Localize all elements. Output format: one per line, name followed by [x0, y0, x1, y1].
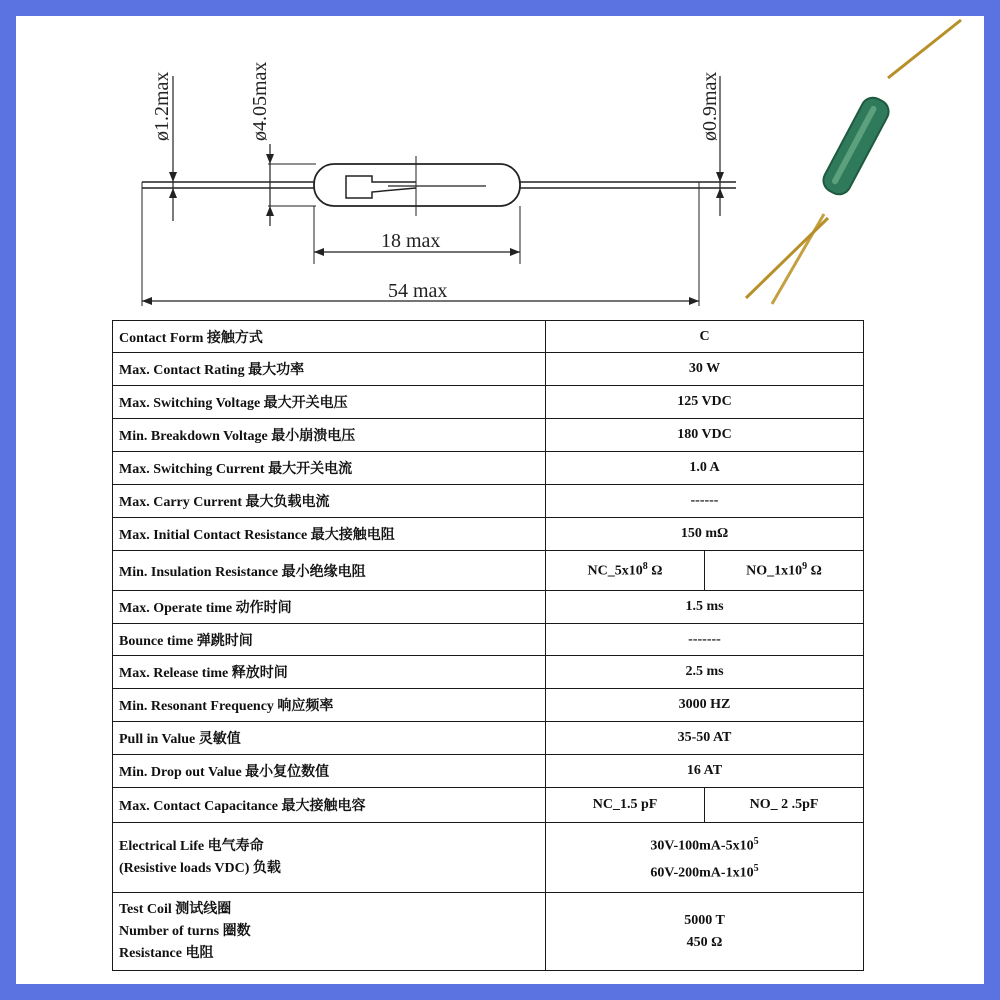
spec-value: ------ — [546, 485, 864, 518]
spec-label: Contact Form 接触方式 — [113, 321, 546, 353]
spec-value: 3000 HZ — [546, 689, 864, 722]
table-row — [113, 419, 864, 452]
spec-value: ------- — [546, 624, 864, 656]
arrow-up-right — [716, 188, 724, 198]
spec-value: 5000 T 450 Ω — [546, 893, 864, 971]
spec-label: Min. Drop out Value 最小复位数值 — [113, 755, 546, 788]
glass-length-label: 18 max — [381, 230, 441, 252]
table-row — [113, 452, 864, 485]
arrow-total-left — [142, 297, 152, 305]
total-length-label: 54 max — [388, 280, 448, 302]
reed-switch-photo — [746, 20, 961, 304]
table-row — [113, 485, 864, 518]
spec-label: Max. Carry Current 最大负载电流 — [113, 485, 546, 518]
spec-value: C — [546, 321, 864, 353]
table-row — [113, 518, 864, 551]
photo-lead-top — [888, 20, 961, 78]
spec-label: Min. Breakdown Voltage 最小崩溃电压 — [113, 419, 546, 452]
spec-value: 2.5 ms — [546, 656, 864, 689]
spec-label: Pull in Value 灵敏值 — [113, 722, 546, 755]
lead-dia-right-label: ø0.9max — [699, 71, 721, 141]
table-row — [113, 893, 864, 971]
arrow-down-right — [716, 172, 724, 182]
spec-label: Electrical Life 电气寿命 (Resistive loads VDC) 负载 — [113, 823, 546, 893]
spec-value: 35-50 AT — [546, 722, 864, 755]
spec-label: Max. Contact Capacitance 最大接触电容 — [113, 788, 546, 823]
spec-label: Max. Switching Voltage 最大开关电压 — [113, 386, 546, 419]
table-row — [113, 386, 864, 419]
spec-value-no: $NO\_1x10^9$ Ω — [705, 551, 864, 591]
arrow-total-right — [689, 297, 699, 305]
spec-label: Min. Resonant Frequency 响应频率 — [113, 689, 546, 722]
spec-value: 125 VDC — [546, 386, 864, 419]
spec-label: Min. Insulation Resistance 最小绝缘电阻 — [113, 551, 546, 591]
lead-dia-label: ø1.2max — [151, 71, 173, 141]
table-row — [113, 624, 864, 656]
spec-value: 1.0 A — [546, 452, 864, 485]
arrow-down-left — [169, 172, 177, 182]
spec-label: Bounce time 弹跳时间 — [113, 624, 546, 656]
arrow-glass-left — [314, 248, 324, 256]
reed-switch-drawing — [16, 16, 984, 316]
table-row — [113, 722, 864, 755]
spec-value-no: NO_ 2 .5pF — [705, 788, 864, 823]
table-row — [113, 823, 864, 893]
spec-label: Max. Operate time 动作时间 — [113, 591, 546, 624]
table-row — [113, 591, 864, 624]
spec-label: Max. Release time 释放时间 — [113, 656, 546, 689]
spec-value: 180 VDC — [546, 419, 864, 452]
arrow-glass-right — [510, 248, 520, 256]
spec-value: 150 mΩ — [546, 518, 864, 551]
arrow-down — [266, 154, 274, 164]
table-row — [113, 755, 864, 788]
spec-value: 16 AT — [546, 755, 864, 788]
spec-value: $30V-100mA-5x10^5$ $60V-200mA-1x10^5$ — [546, 823, 864, 893]
spec-value-nc: NC_1.5 pF — [546, 788, 705, 823]
photo-lead-bottom-2 — [746, 218, 828, 298]
table-row — [113, 689, 864, 722]
spec-label: Max. Switching Current 最大开关电流 — [113, 452, 546, 485]
spec-value: 1.5 ms — [546, 591, 864, 624]
table-row — [113, 321, 864, 353]
table-row — [113, 551, 864, 591]
spec-table — [112, 320, 864, 971]
spec-label: Test Coil 测试线圈 Number of turns 圈数 Resistance 电阻 — [113, 893, 546, 971]
spec-value: 30 W — [546, 353, 864, 386]
table-row — [113, 788, 864, 823]
glass-body — [314, 164, 520, 206]
arrow-up — [266, 206, 274, 216]
spec-value-nc: $NC\_5x10^8$ Ω — [546, 551, 705, 591]
arrow-up-left — [169, 188, 177, 198]
table-row — [113, 656, 864, 689]
spec-label: Max. Initial Contact Resistance 最大接触电阻 — [113, 518, 546, 551]
table-row — [113, 353, 864, 386]
spec-label: Max. Contact Rating 最大功率 — [113, 353, 546, 386]
glass-dia-label: ø4.05max — [249, 61, 271, 141]
datasheet-page — [16, 16, 984, 984]
